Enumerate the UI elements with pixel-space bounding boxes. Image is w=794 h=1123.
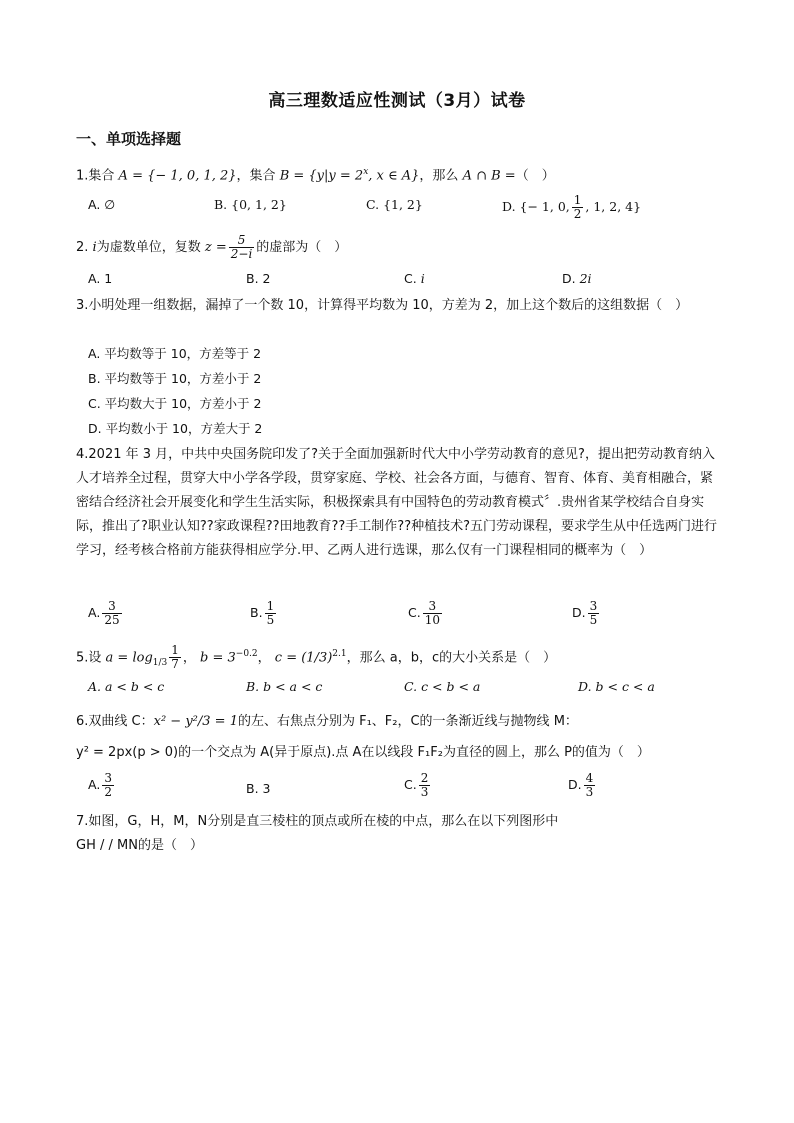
q3-option-a: A. 平均数等于 10，方差等于 2 — [88, 346, 262, 361]
q5-option-a: A. a < b < c — [88, 679, 165, 694]
q6-option-c: C. $\frac{2}{3}$ — [404, 771, 429, 799]
question-5: 5.设 $a = \log_{1/3}$ $\frac{1}{7}$ ， $b = 3^{-0.2}$， $c = (1/3)^{2.1}$，那么 a，b，c的大小关系是（ ） — [76, 643, 557, 672]
q6-option-a: A. $\frac{3}{2}$ — [88, 771, 112, 799]
q2-option-c: C. i — [404, 271, 425, 286]
q1-option-c: C. {1, 2} — [366, 197, 423, 212]
q2-option-a: A. 1 — [88, 271, 113, 286]
q4-option-d: D. $\frac{3}{5}$ — [572, 599, 598, 627]
section-heading: 一、单项选择题 — [76, 130, 182, 148]
q4-option-b: B. $\frac{1}{5}$ — [250, 599, 275, 627]
question-7-line-1: 7.如图，G，H，M，N分别是直三棱柱的顶点或所在棱的中点，那么在以下列图形中 — [76, 814, 559, 829]
question-2: 2. i为虚数单位，复数 z = $\frac{5}{2-i}$ 的虚部为（ ） — [76, 233, 348, 261]
question-3: 3.小明处理一组数据，漏掉了一个数 10，计算得平均数为 10，方差为 2，加上这个数后的这组数据（ ） — [76, 298, 689, 313]
question-1: 1.集合 A = {− 1, 0, 1, 2}，集合 $B = \{y|y = 2^x$, x ∈ A}，那么 A ∩ B =（ ） — [76, 167, 555, 184]
q6-option-b: B. 3 — [246, 781, 271, 796]
question-6-line-2: y² = 2px(p > 0)的一个交点为 A(异于原点).点 A在以线段 F₁F₂为直径的圆上，那么 P的值为（ ） — [76, 745, 650, 760]
q2-option-d: D. 2i — [562, 271, 592, 286]
page-title: 高三理数适应性测试（3月）试卷 — [268, 91, 526, 111]
q1-option-d: D. {− 1, 0, $\frac{1}{2}$ , 1, 2, 4} — [502, 193, 642, 221]
q6-option-d: D. $\frac{4}{3}$ — [568, 771, 594, 799]
q1-option-a: A. ∅ — [88, 197, 116, 212]
q3-option-d: D. 平均数小于 10，方差大于 2 — [88, 421, 263, 436]
q5-option-d: D. b < c < a — [578, 679, 655, 694]
q5-option-b: B. b < a < c — [246, 679, 323, 694]
q1-option-b: B. {0, 1, 2} — [214, 197, 287, 212]
question-6-line-1: 6.双曲线 C：x² − y²/3 = 1的左、右焦点分别为 F₁、F₂，C的一条渐近线与抛物线 M： — [76, 714, 578, 729]
q5-option-c: C. c < b < a — [404, 679, 481, 694]
question-7-line-2: GH / / MN的是（ ） — [76, 838, 203, 853]
q4-option-a: A. $\frac{3}{25}$ — [88, 599, 120, 627]
q4-option-c: C. $\frac{3}{10}$ — [408, 599, 440, 627]
q2-option-b: B. 2 — [246, 271, 271, 286]
q3-option-b: B. 平均数等于 10，方差小于 2 — [88, 371, 262, 386]
q3-option-c: C. 平均数大于 10，方差小于 2 — [88, 396, 262, 411]
question-4: 4.2021 年 3 月，中共中央国务院印发了?关于全面加强新时代大中小学劳动教育的意见?，提出把劳动教育纳入人才培养全过程，贯穿大中小学各学段，贯穿家庭、学校、社会各方面，与德育、智育、体育、美育相融合，紧密结合经济社会开展变化和学生生活实际，积极探索具有中国特色的劳动教育模式〞.贵州省某学校结合自身实际，推出了?职业认知??家政课程??田地教育??手工制作??种植技术?五门劳动课程，要求学生从中任选两门进行学习，经考核合格前方能获得相应学分.甲、乙两人进行选课，那么仅有一门课程相同的概率为（ ） — [76, 447, 717, 558]
